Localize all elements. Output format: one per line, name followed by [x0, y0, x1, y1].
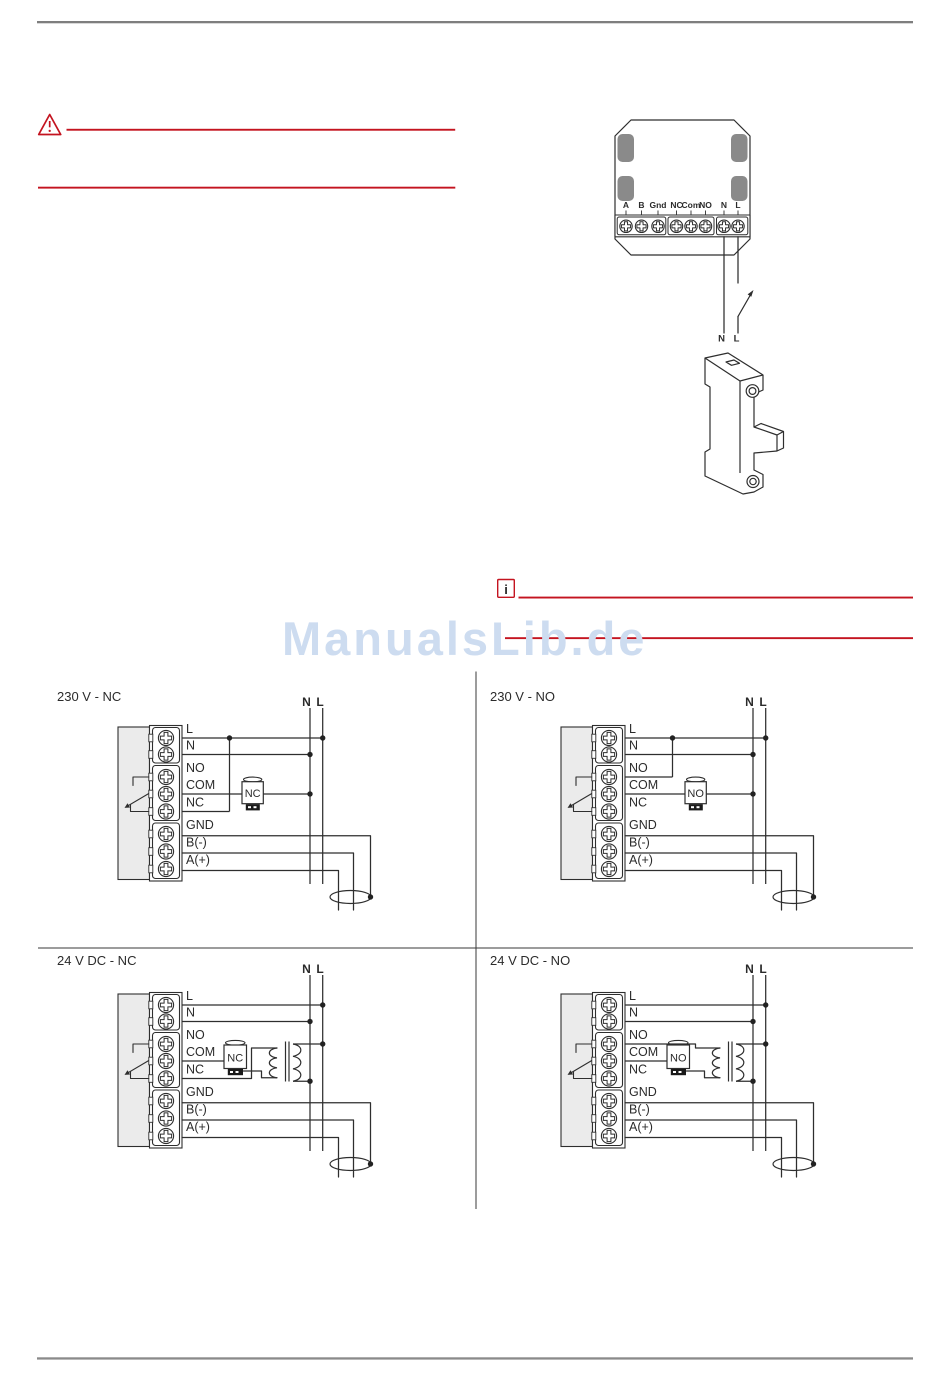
terminal-label-nc: NC [629, 1062, 648, 1077]
terminal-label-no: NO [186, 1028, 205, 1042]
terminal-tab [592, 751, 596, 759]
junction-dot [763, 735, 768, 740]
junction-dot [750, 752, 755, 757]
terminal-tab [592, 734, 596, 742]
terminal-tab [149, 1075, 153, 1083]
terminal-tab [149, 773, 153, 781]
terminal-tab [149, 1115, 153, 1123]
terminal-label-n: N [186, 738, 196, 753]
device-terminal-labels [623, 200, 741, 210]
gnd-wire [625, 1103, 814, 1164]
supply-label-l: L [759, 695, 767, 709]
actuator-base-slit [248, 806, 251, 808]
bus-cable-ellipse [330, 1158, 371, 1171]
device-wire-label-n: N [718, 333, 725, 345]
terminal-label-nc: NC [186, 795, 205, 810]
junction-dot [320, 1002, 325, 1007]
terminal-tab [149, 1040, 153, 1048]
actuator-base-slit [673, 1071, 676, 1073]
terminal-label-n: N [629, 1005, 639, 1020]
transformer-primary-coil [269, 1048, 277, 1078]
actuator-label: NO [670, 1052, 687, 1065]
terminal-label-b: B(-) [186, 1102, 207, 1117]
junction-dot [670, 735, 675, 740]
terminal-tab [149, 830, 153, 838]
terminal-label-a: A(+) [186, 853, 210, 867]
diagram-24vdc-nc [57, 953, 373, 1177]
terminal-label-a: A(+) [186, 1120, 210, 1134]
terminal-tab [592, 1001, 596, 1009]
terminal-label-a: A(+) [629, 853, 653, 867]
terminal-tab [149, 848, 153, 856]
watermark: ManualsLib.de [282, 612, 648, 665]
actuator-base-slit [254, 806, 257, 808]
diagram-title: 24 V DC - NO [490, 953, 571, 968]
supply-label-n: N [302, 962, 311, 976]
terminal-tab [592, 865, 596, 873]
device-tab [731, 134, 748, 162]
terminal-label-gnd: GND [629, 1085, 657, 1099]
warning-heading [38, 115, 455, 189]
junction-dot [307, 791, 312, 796]
terminal-tab [149, 790, 153, 798]
terminal-tab [149, 734, 153, 742]
terminal-block-body [118, 727, 150, 880]
junction-dot [368, 1161, 373, 1166]
junction-dot [763, 1002, 768, 1007]
terminal-block-body [118, 994, 150, 1147]
terminal-tab [592, 1057, 596, 1065]
supply-label-n: N [745, 962, 754, 976]
device-terminal-label: L [735, 200, 741, 210]
gnd-wire [182, 1103, 371, 1164]
supply-label-n: N [745, 695, 754, 709]
junction-dot [750, 1079, 755, 1084]
junction-dot [811, 894, 816, 899]
terminal-label-no: NO [629, 1028, 648, 1042]
terminal-label-com: COM [186, 1045, 216, 1059]
terminal-tab [592, 1115, 596, 1123]
supply-label-l: L [316, 962, 324, 976]
terminal-label-com: COM [186, 778, 216, 792]
terminal-label-gnd: GND [186, 818, 214, 832]
gnd-wire [182, 836, 371, 897]
actuator-label: NC [244, 788, 261, 801]
terminal-label-n: N [186, 1005, 196, 1020]
bus-cable-ellipse [773, 891, 814, 904]
terminal-tab [592, 790, 596, 798]
terminal-tab [592, 1075, 596, 1083]
actuator-base-slit [236, 1071, 239, 1073]
terminal-tab [592, 830, 596, 838]
diagram-title: 24 V DC - NC [57, 953, 137, 968]
terminal-label-n: N [629, 738, 639, 753]
switch-blade [738, 293, 752, 317]
device-terminal-label: NO [699, 200, 712, 210]
junction-dot [368, 894, 373, 899]
terminal-label-l: L [186, 722, 193, 736]
terminal-tab [149, 1001, 153, 1009]
junction-dot [227, 735, 232, 740]
terminal-label-no: NO [629, 761, 648, 775]
terminal-label-b: B(-) [629, 835, 650, 850]
terminal-label-a: A(+) [629, 1120, 653, 1134]
device-terminal-label: Com [681, 200, 701, 210]
device-terminal-label: N [720, 200, 728, 210]
switch-arrow [748, 290, 754, 297]
terminal-tab [149, 1132, 153, 1140]
device-terminal-label: B [638, 200, 645, 210]
terminal-tab [149, 1057, 153, 1065]
a-plus-wire [625, 871, 782, 911]
supply-label-l: L [759, 962, 767, 976]
junction-dot [811, 1161, 816, 1166]
terminal-label-com: COM [629, 778, 659, 792]
info-icon-char: i [504, 582, 508, 597]
junction-dot [307, 1019, 312, 1024]
breaker-outline [705, 353, 784, 494]
junction-dot [320, 735, 325, 740]
terminal-label-l: L [186, 989, 193, 1003]
terminal-tab [149, 865, 153, 873]
actuator-base-slit [230, 1071, 233, 1073]
diagram-230v-nc [57, 689, 373, 910]
actuator-base-slit [691, 806, 694, 808]
terminal-label-com: COM [629, 1045, 659, 1059]
breaker-illustration [705, 353, 784, 494]
device-terminal-label: NC [670, 200, 683, 210]
terminal-tab [592, 848, 596, 856]
junction-dot [307, 1079, 312, 1084]
device-terminal-label: A [622, 200, 630, 210]
a-plus-wire [182, 1138, 339, 1178]
diagram-title: 230 V - NO [490, 689, 556, 704]
actuator-base [689, 804, 703, 810]
device-illustration [615, 120, 754, 345]
bus-cable-ellipse [330, 891, 371, 904]
terminal-tab [149, 1097, 153, 1105]
terminal-label-l: L [629, 989, 636, 1003]
diagram-title: 230 V - NC [57, 689, 122, 704]
terminal-tab [592, 1132, 596, 1140]
device-tab [618, 134, 635, 162]
terminal-tab [149, 808, 153, 816]
transformer-secondary-coil [293, 1044, 301, 1081]
transformer-primary-coil [712, 1048, 720, 1078]
terminal-tab [592, 1040, 596, 1048]
bus-cable-ellipse [773, 1158, 814, 1171]
bottom-rule [37, 1357, 913, 1359]
device-terminal-label: Gnd [649, 200, 667, 210]
supply-label-l: L [316, 695, 324, 709]
actuator-base-slit [697, 806, 700, 808]
warning-rule-1 [67, 129, 456, 131]
terminal-label-nc: NC [186, 1062, 205, 1077]
terminal-label-b: B(-) [186, 835, 207, 850]
terminal-label-nc: NC [629, 795, 648, 810]
actuator-label: NC [227, 1052, 244, 1065]
diagram-230v-no [490, 689, 816, 910]
warning-exclamation-dot [49, 130, 51, 132]
transformer-secondary-coil [736, 1044, 744, 1081]
terminal-tab [592, 1097, 596, 1105]
actuator-base-slit [679, 1071, 682, 1073]
terminal-tab [592, 1018, 596, 1026]
diagram-24vdc-no [490, 953, 816, 1177]
a-plus-wire [625, 1138, 782, 1178]
junction-dot [750, 1019, 755, 1024]
gnd-wire [625, 836, 814, 897]
terminal-tab [149, 751, 153, 759]
terminal-block-body [561, 994, 593, 1147]
terminal-tab [149, 1018, 153, 1026]
top-rule [37, 21, 913, 23]
breaker-terminal-screw [750, 478, 756, 484]
breaker-terminal-screw [749, 388, 756, 395]
device-wire-label-l: L [733, 333, 740, 345]
info-rule-1 [519, 597, 914, 599]
terminal-label-l: L [629, 722, 636, 736]
terminal-label-gnd: GND [629, 818, 657, 832]
terminal-label-no: NO [186, 761, 205, 775]
terminal-label-gnd: GND [186, 1085, 214, 1099]
device-tab [618, 176, 635, 201]
a-plus-wire [182, 871, 339, 911]
device-tab [731, 176, 748, 201]
supply-label-n: N [302, 695, 311, 709]
junction-dot [320, 1041, 325, 1046]
actuator-label: NO [687, 788, 704, 801]
terminal-tab [592, 808, 596, 816]
terminal-label-b: B(-) [629, 1102, 650, 1117]
warning-rule-2 [38, 187, 455, 189]
terminal-tab [592, 773, 596, 781]
terminal-block-body [561, 727, 593, 880]
actuator-base [246, 804, 260, 810]
junction-dot [750, 791, 755, 796]
junction-dot [307, 752, 312, 757]
junction-dot [763, 1041, 768, 1046]
